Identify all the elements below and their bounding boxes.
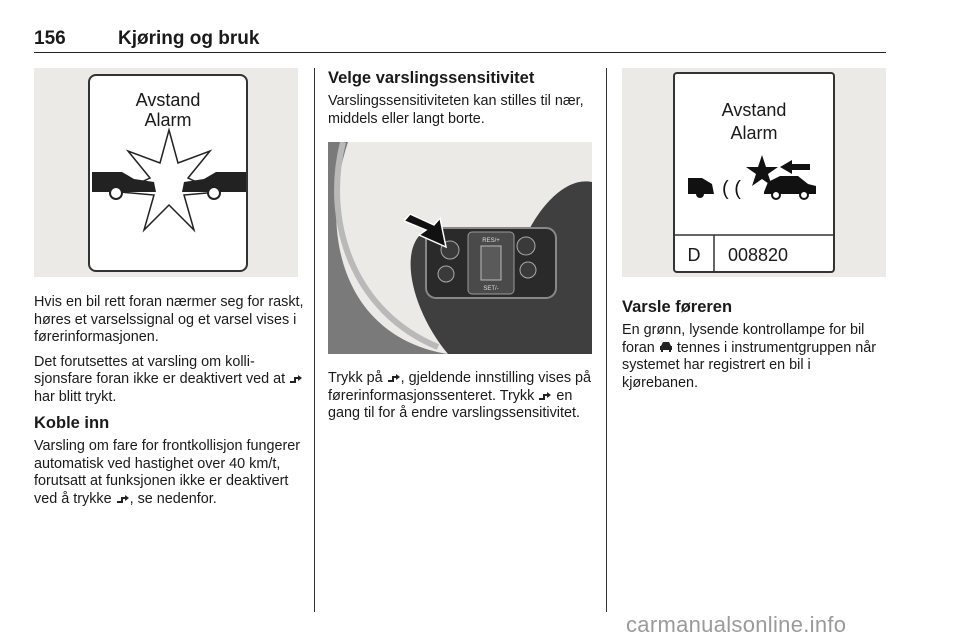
- code-number: 008820: [727, 245, 789, 265]
- paragraph-activation-a: Varsling om fare for frontkollisjon fungerer automatisk ved hastighet over 40 km/t, forutsatt at funksjonen ikke er deaktivert ved å trykke: [34, 438, 301, 507]
- res-plus-label: RES/+: [482, 238, 500, 244]
- paragraph-press-c: en gang til for å endre varslingssensitivitet.: [328, 387, 580, 421]
- paragraph-sensitivity: Varslingssensitiviteten kan stilles til nær, middels eller langt borte.: [328, 93, 584, 127]
- column-divider-left: [314, 68, 315, 612]
- collision-alert-button-icon: [387, 371, 401, 383]
- column-3-text: [622, 297, 888, 399]
- watermark: carmanualsonline.info: [626, 612, 847, 637]
- paragraph-press-b: , gjeldende innstilling vises på førerinformasjonssenteret. Trykk: [328, 370, 592, 404]
- figure-dic-display: [622, 68, 886, 277]
- paragraph-warning: Hvis en bil rett foran nærmer seg for raskt, høres et varselssignal og et varsel vises i førerinformasjonen.: [34, 294, 304, 345]
- code-letter: D: [687, 245, 701, 265]
- collision-alert-button-icon: [289, 372, 303, 384]
- column-1-text: [34, 294, 304, 515]
- column-2-heading-block: [328, 68, 594, 135]
- page-header: [34, 28, 886, 53]
- collision-alert-button-icon: [538, 389, 552, 401]
- paragraph-indicator: [622, 322, 888, 392]
- column-divider-right: [606, 68, 607, 612]
- figure1-line2: Alarm: [144, 110, 192, 130]
- paragraph-prerequisite: [34, 354, 304, 407]
- heading-alert-driver: Varsle føreren: [622, 298, 733, 316]
- paragraph-indicator-a: En grønn, lysende kontrollampe for bil foran: [622, 322, 865, 356]
- heading-activate: Koble inn: [34, 414, 110, 432]
- paragraph-activation-b: , se nedenfor.: [129, 490, 217, 507]
- paragraph-indicator-b: tennes i instrumentgruppen når systemet har registrert en bil i kjørebanen.: [622, 339, 877, 391]
- figure3-line2: Alarm: [730, 123, 778, 143]
- figure-distance-alarm: [34, 68, 298, 277]
- dic-display-illustration: [622, 68, 886, 277]
- paragraph-prerequisite-b: har blitt trykt.: [34, 388, 117, 405]
- signal-waves: ( (: [722, 178, 741, 200]
- figure3-line1: Avstand: [721, 100, 787, 120]
- set-minus-label: SET/-: [483, 286, 499, 292]
- collision-alert-button-icon: [116, 492, 130, 504]
- figure-steering-wheel: [328, 142, 592, 354]
- heading-sensitivity: Velge varslingssensitivitet: [328, 69, 535, 87]
- paragraph-activation: [34, 438, 304, 508]
- figure-distance-alarm-illustration: [34, 68, 298, 277]
- column-2-text: [328, 370, 594, 430]
- paragraph-prerequisite-a: Det forutsettes at varsling om kollisjonsfare foran ikke er deaktivert ved at: [34, 353, 286, 387]
- paragraph-press-a: Trykk på: [328, 370, 383, 386]
- page-number: 156: [34, 28, 66, 49]
- vehicle-ahead-icon: [659, 341, 673, 353]
- steering-wheel-illustration: [328, 142, 592, 354]
- page-title: Kjøring og bruk: [118, 28, 260, 49]
- paragraph-press: [328, 370, 594, 423]
- figure1-line1: Avstand: [135, 90, 201, 110]
